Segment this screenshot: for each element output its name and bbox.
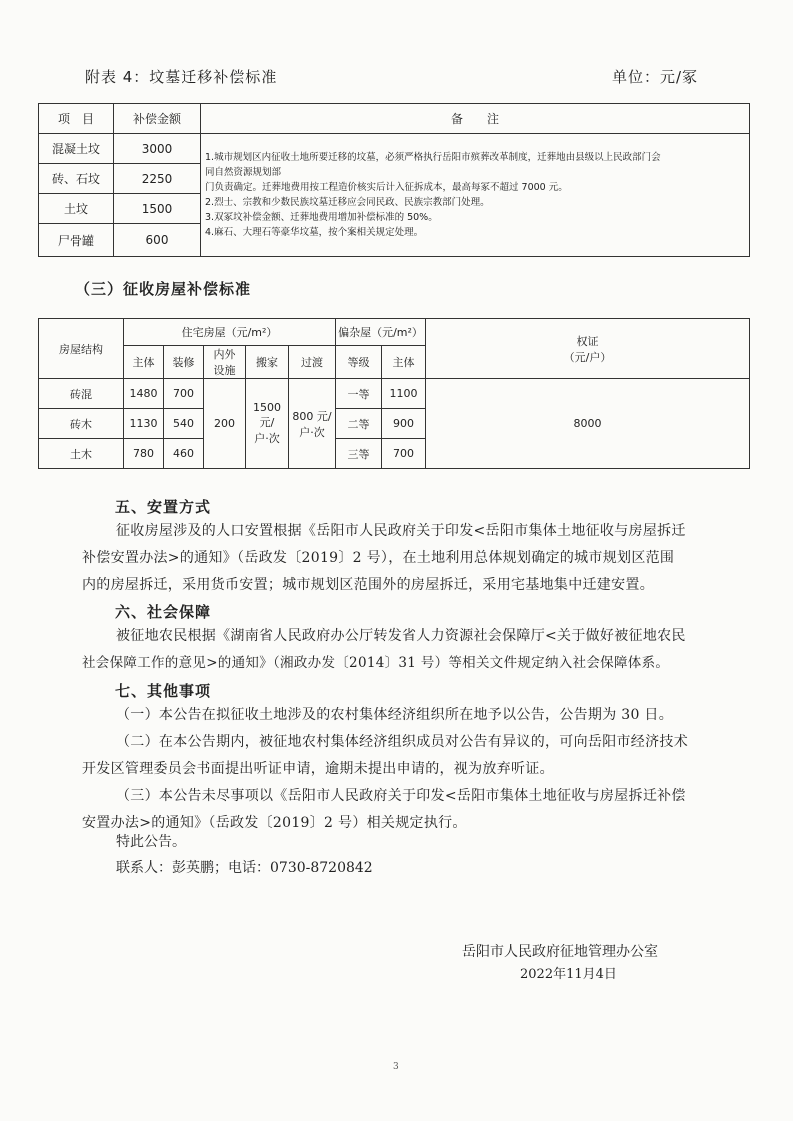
section7-title: 七、其他事项	[115, 682, 212, 700]
section5-line: 内的房屋拆迁，采用货币安置；城市规划区范围外的房屋拆迁，采用宅基地集中迁建安置。	[82, 577, 654, 593]
section6-line: 被征地农民根据《湖南省人民政府办公厅转发省人力资源社会保障厅<关于做好被征地农民	[116, 628, 686, 644]
table-cell: 3000	[114, 134, 201, 164]
header-item: 项 目	[39, 104, 114, 134]
closing-text: 特此公告。	[116, 834, 186, 850]
move-unit: 户·次	[254, 432, 280, 445]
table-cell: 混凝土坟	[39, 134, 114, 164]
section5-line: 补偿安置办法>的通知》（岳政发〔2019〕2 号），在土地利用总体规划确定的城市规划区范围	[82, 550, 675, 566]
section7-item1: （一）本公告在拟征收土地涉及的农村集体经济组织所在地予以公告，公告期为 30 日。	[116, 707, 674, 723]
note-line: 2.烈士、宗教和少数民族坟墓迁移应会同民政、民族宗教部门处理。	[205, 197, 490, 208]
table-cell: 三等	[336, 439, 382, 469]
header-residential: 住宅房屋（元/m²）	[124, 319, 336, 346]
contact-text: 联系人：彭英鹏；电话：0730-8720842	[116, 860, 373, 876]
section6-line: 社会保障工作的意见>的通知》（湘政办发〔2014〕31 号）等相关文件规定纳入社会保障体系。	[82, 655, 670, 671]
table-cell: 土木	[39, 439, 124, 469]
transition-value: 800 元/	[292, 409, 332, 423]
table1-unit: 单位：元/冢	[612, 68, 699, 86]
header-amount: 补偿金额	[114, 104, 201, 134]
table-cell: 1480	[124, 379, 164, 409]
subheader-grade: 等级	[336, 346, 382, 379]
move-value: 1500 元/	[253, 401, 281, 429]
table-cell: 1500	[114, 194, 201, 224]
table-cell: 700	[382, 439, 426, 469]
section7-item2-line: 开发区管理委员会书面提出听证申请，逾期未提出申请的，视为放弃听证。	[82, 761, 554, 777]
section3-title: （三）征收房屋补偿标准	[75, 280, 252, 298]
table-cell: 460	[164, 439, 204, 469]
table-cell: 一等	[336, 379, 382, 409]
header-certificate-unit: （元/户）	[563, 350, 612, 364]
signature-org: 岳阳市人民政府征地管理办公室	[462, 944, 658, 960]
subheader-move: 搬家	[246, 346, 289, 379]
subheader-facility-1: 内外	[213, 348, 236, 361]
subheader-main: 主体	[124, 346, 164, 379]
table-cell: 砖混	[39, 379, 124, 409]
header-certificate-label: 权证	[576, 334, 599, 348]
subheader-facility-2: 设施	[213, 364, 236, 377]
header-ancillary: 偏杂屋（元/m²）	[336, 319, 426, 346]
subheader-ancillary-main: 主体	[382, 346, 426, 379]
notes-cell	[201, 134, 750, 257]
certificate-cell: 8000	[426, 379, 750, 469]
header-notes: 备 注	[201, 104, 750, 134]
note-line: 4.麻石、大理石等豪华坟墓，按个案相关规定处理。	[205, 227, 424, 238]
table-cell: 2250	[114, 164, 201, 194]
table-cell: 尸骨罐	[39, 224, 114, 257]
table-cell: 900	[382, 409, 426, 439]
facility-cell: 200	[204, 379, 246, 469]
section5-line: 征收房屋涉及的人口安置根据《岳阳市人民政府关于印发<岳阳市集体土地征收与房屋拆迁	[116, 523, 686, 539]
subheader-decor: 装修	[164, 346, 204, 379]
header-structure: 房屋结构	[39, 319, 124, 379]
table1-title: 附表 4：坟墓迁移补偿标准	[85, 68, 278, 86]
table-cell: 780	[124, 439, 164, 469]
table-cell: 砖、石坟	[39, 164, 114, 194]
table-cell: 600	[114, 224, 201, 257]
table-cell: 700	[164, 379, 204, 409]
section7-item2-line: （二）在本公告期内，被征地农村集体经济组织成员对公告有异议的，可向岳阳市经济技术	[116, 734, 688, 750]
grave-compensation-table	[38, 103, 750, 257]
transition-cell	[289, 379, 336, 469]
section6-title: 六、社会保障	[115, 603, 212, 621]
header-certificate	[426, 319, 750, 379]
note-line: 3.双冢坟补偿金额、迁葬地费用增加补偿标准的 50%。	[205, 212, 438, 223]
section7-item3-line: （三）本公告未尽事项以《岳阳市人民政府关于印发<岳阳市集体土地征收与房屋拆迁补偿	[116, 788, 686, 804]
table-cell: 540	[164, 409, 204, 439]
house-compensation-table	[38, 318, 750, 469]
table-cell: 1100	[382, 379, 426, 409]
table-cell: 砖木	[39, 409, 124, 439]
section5-title: 五、安置方式	[115, 498, 212, 516]
table-cell: 二等	[336, 409, 382, 439]
note-line: 1.城市规划区内征收土地所要迁移的坟墓，必须严格执行岳阳市殡葬改革制度，迁葬地由县级以上民政部门会	[205, 152, 661, 163]
move-cell	[246, 379, 289, 469]
subheader-transition: 过渡	[289, 346, 336, 379]
transition-unit: 户·次	[299, 425, 325, 439]
table-cell: 1130	[124, 409, 164, 439]
subheader-facility	[204, 346, 246, 379]
note-line: 同自然资源规划部	[205, 167, 282, 178]
page-number: 3	[393, 1062, 399, 1072]
table-cell: 土坟	[39, 194, 114, 224]
signature-date: 2022年11月4日	[520, 967, 617, 982]
section7-item3-line: 安置办法>的通知》（岳政发〔2019〕2 号）相关规定执行。	[82, 815, 467, 831]
note-line: 门负责确定。迁葬地费用按工程造价核实后计入征拆成本，最高每冢不超过 7000 元。	[205, 182, 568, 193]
